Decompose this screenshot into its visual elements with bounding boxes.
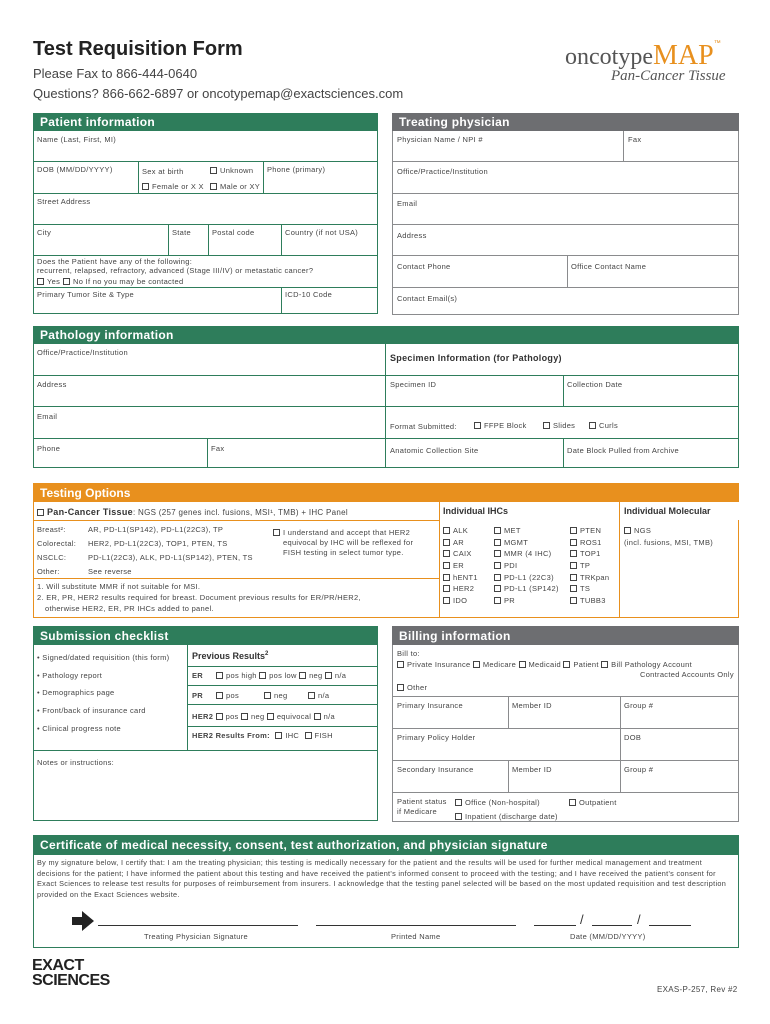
question-line-1: Does the Patient have any of the following: [37,257,193,266]
ihc-title: Individual IHCs [443,506,509,516]
arrow-icon [72,911,94,931]
checkbox-icon[interactable] [473,661,480,668]
checkbox-icon[interactable] [474,422,481,429]
ihc-option[interactable]: TOP1 [570,549,609,559]
ihc-option[interactable]: PR [494,596,559,606]
checkbox-icon[interactable] [570,597,577,604]
sex-unknown[interactable]: Unknown [210,166,253,176]
icd-field[interactable]: ICD-10 Code [285,290,333,299]
testing-header: Testing Options [40,486,131,500]
pathology-header: Pathology information [33,326,739,344]
physician-office-field[interactable]: Office/Practice/Institution [397,167,488,176]
checklist-item: • Clinical progress note [37,723,122,733]
checkbox-icon[interactable] [216,692,223,699]
ihc-column-3 [570,526,609,607]
sex-label: Sex at birth [142,167,184,176]
contact-email-field[interactable]: Contact Email(s) [397,294,458,303]
checkbox-icon[interactable] [267,713,274,720]
checkbox-icon[interactable] [443,539,450,546]
holder-dob-field[interactable]: DOB [624,733,642,742]
ihc-option[interactable]: TP [570,561,609,571]
patient-header: Patient information [33,113,378,131]
molecular-title: Individual Molecular [624,506,711,516]
question-no[interactable]: No If no you may be contacted [63,277,183,287]
specimen-title: Specimen Information (for Pathology) [390,353,562,363]
tumor-rows [37,525,267,578]
status-outpatient[interactable]: Outpatient [569,798,617,808]
ihc-option[interactable]: MMR (4 IHC) [494,549,559,559]
checkbox-icon[interactable] [275,732,282,739]
ngs-option[interactable]: NGS [624,526,651,536]
collection-date-field[interactable]: Collection Date [567,380,623,389]
ihc-option[interactable]: TUBB3 [570,596,609,606]
checkbox-icon[interactable] [443,585,450,592]
checkbox-icon[interactable] [259,672,266,679]
sex-female[interactable]: Female or X X [142,182,204,192]
path-office-field[interactable]: Office/Practice/Institution [37,348,128,357]
ihc-option[interactable]: MET [494,526,559,536]
country-field[interactable]: Country (if not USA) [285,228,359,237]
city-field[interactable]: City [37,228,52,237]
question-yes[interactable]: Yes [37,277,60,287]
checkbox-icon[interactable] [519,661,526,668]
member-id-field[interactable]: Member ID [512,701,552,710]
tumor-row: Colorectal: HER2, PD-L1(22C3), TOP1, PTEN, TS [37,539,228,549]
ihc-option[interactable]: AR [443,538,478,548]
her2-results: HER2 pos neg equivocal n/a [192,712,335,721]
status-inpatient[interactable]: Inpatient (discharge date) [455,812,558,822]
previous-results-title: Previous Results$^2$ [192,651,269,661]
checkbox-icon[interactable] [494,539,501,546]
group-field[interactable]: Group # [624,701,654,710]
pr-results: PR pos neg n/a [192,691,330,700]
date-slash-2: / [637,912,641,927]
date-line-mm[interactable] [534,925,576,926]
physician-fax-field[interactable]: Fax [628,135,642,144]
checkbox-icon[interactable] [443,550,450,557]
path-fax-field[interactable]: Fax [211,444,225,453]
anatomic-site-field[interactable]: Anatomic Collection Site [390,446,479,455]
checkbox-icon[interactable] [241,713,248,720]
format-label: Format Submitted: [390,422,457,431]
street-field[interactable]: Street Address [37,197,91,206]
question-line-2: recurrent, relapsed, refractory, advanced (Stage III/IV) or metastatic cancer? [37,266,314,275]
ihc-option[interactable]: HER2 [443,584,478,594]
ihc-option[interactable]: hENT1 [443,573,478,583]
fax-line: Please Fax to 866-444-0640 [33,66,198,81]
bill-option[interactable]: Medicare [473,660,516,669]
ihc-option[interactable]: TRKpan [570,573,609,583]
ihc-option[interactable]: PTEN [570,526,609,536]
bill-option[interactable]: Private Insurance [397,660,470,669]
bill-option[interactable]: Patient [563,660,598,669]
format-slides[interactable]: Slides [543,421,575,431]
signature-label: Treating Physician Signature [144,932,249,941]
sex-male[interactable]: Male or XY [210,182,260,192]
checkbox-icon[interactable] [216,713,223,720]
bill-other[interactable]: Other [397,683,427,693]
checkbox-icon[interactable] [570,574,577,581]
ihc-column-1 [443,526,478,607]
checkbox-icon[interactable] [543,422,550,429]
format-ffpe[interactable]: FFPE Block [474,421,527,431]
note-2: 2. ER, PR, HER2 results required for breast. Document previous results for ER/PR/HER2, [37,593,361,602]
checkbox-icon[interactable] [273,529,280,536]
path-address-field[interactable]: Address [37,380,67,389]
printed-name-line[interactable] [316,925,516,926]
ihc-option[interactable]: TS [570,584,609,594]
checkbox-icon[interactable] [494,562,501,569]
checkbox-icon[interactable] [397,661,404,668]
checkbox-icon[interactable] [570,562,577,569]
checklist-item: • Signed/dated requisition (this form) [37,653,170,662]
tumor-row: Other: See reverse [37,567,132,577]
dob-field[interactable]: DOB (MM/DD/YYYY) [37,165,113,174]
checkbox-icon[interactable] [570,539,577,546]
checklist-item: • Front/back of insurance card [37,705,146,715]
submission-header: Submission checklist [33,626,378,645]
path-email-field[interactable]: Email [37,412,58,421]
tumor-row: Breast²: AR, PD-L1(SP142), PD-L1(22C3), TP [37,525,224,534]
bill-option[interactable]: Bill Pathology Account [601,660,692,669]
patient-status-label: Patient status if Medicare [397,797,447,817]
checkbox-icon[interactable] [299,672,306,679]
contracted-note: Contracted Accounts Only [640,670,734,679]
checkbox-icon[interactable] [264,692,271,699]
note-3: otherwise HER2, ER, PR IHCs added to panel. [45,604,214,613]
certificate-text: By my signature below, I certify that: I am the treating physician; this testing is medically necessary for the patient and the results will be used for further medical management and treatment decisions for the patient; I have informed the patient about this testing and have received the patient's informed consent to proceed with the testing; and I have received the patient's consent for Exact Sciences to release test results for purposes of reimbursement from insurers. I acknowledge that the testing panel selected will be based on the most updated requisition and test description provided on the Exact Sciences website. [37,858,727,899]
er-results: ER pos high pos low neg n/a [192,671,347,680]
primary-insurance-field[interactable]: Primary Insurance [397,701,463,710]
checkbox-icon[interactable] [624,527,631,534]
checkbox-icon[interactable] [455,813,462,820]
bill-to-label: Bill to: [397,649,420,658]
postal-field[interactable]: Postal code [212,228,255,237]
phone-field[interactable]: Phone (primary) [267,165,326,174]
checkbox-icon[interactable] [314,713,321,720]
date-line-dd[interactable] [592,925,632,926]
checklist-item: • Pathology report [37,670,103,680]
checklist [37,653,187,741]
checkbox-icon[interactable] [210,183,217,190]
patient-name-field[interactable]: Name (Last, First, MI) [37,135,117,144]
ihc-option[interactable]: PD-L1 (22C3) [494,573,559,583]
date-line-yyyy[interactable] [649,925,691,926]
certificate-header: Certificate of medical necessity, consent, test authorization, and physician signature [33,835,739,855]
pan-cancer-option[interactable]: Pan-Cancer Tissue: NGS (257 genes incl. fusions, MSI¹, TMB) + IHC Panel [37,506,348,519]
checkbox-icon[interactable] [443,527,450,534]
ihc-option[interactable]: PD-L1 (SP142) [494,584,559,594]
checkbox-icon[interactable] [216,672,223,679]
ihc-option[interactable]: IDO [443,596,478,606]
checkbox-icon[interactable] [397,684,404,691]
notes-field[interactable]: Notes or instructions: [37,758,115,767]
checkbox-icon[interactable] [142,183,149,190]
checkbox-icon[interactable] [494,597,501,604]
printed-name-label: Printed Name [391,932,441,941]
secondary-insurance-field[interactable]: Secondary Insurance [397,765,474,774]
checkbox-icon[interactable] [601,661,608,668]
group-2-field[interactable]: Group # [624,765,654,774]
checkbox-icon[interactable] [570,527,577,534]
tumor-row: NSCLC: PD-L1(22C3), ALK, PD-L1(SP142), PTEN, TS [37,553,253,563]
billing-header: Billing information [392,626,739,645]
checkbox-icon[interactable] [494,550,501,557]
form-title: Test Requisition Form [33,38,243,60]
status-office[interactable]: Office (Non-hospital) [455,798,540,808]
ihc-option[interactable]: PDI [494,561,559,571]
ihc-option[interactable]: CAIX [443,549,478,559]
form-code: EXAS-P-257, Rev #2 [657,985,738,994]
date-slash-1: / [580,912,584,927]
checklist-item: • Demographics page [37,688,115,698]
checkbox-icon[interactable] [325,672,332,679]
checkbox-icon[interactable] [455,799,462,806]
oncotype-logo: oncotypeMAP™ Pan-Cancer Tissue [565,40,726,84]
physician-email-field[interactable]: Email [397,199,418,208]
checkbox-icon[interactable] [570,585,577,592]
checkbox-icon[interactable] [308,692,315,699]
specimen-id-field[interactable]: Specimen ID [390,380,437,389]
ihc-option[interactable]: MGMT [494,538,559,548]
checkbox-icon[interactable] [305,732,312,739]
checkbox-icon[interactable] [37,278,44,285]
date-label: Date (MM/DD/YYYY) [570,932,646,941]
office-contact-field[interactable]: Office Contact Name [571,262,647,271]
path-phone-field[interactable]: Phone [37,444,61,453]
date-pulled-field[interactable]: Date Block Pulled from Archive [567,446,679,455]
checkbox-icon[interactable] [494,574,501,581]
checkbox-icon[interactable] [570,550,577,557]
checkbox-icon[interactable] [494,585,501,592]
state-field[interactable]: State [172,228,192,237]
policy-holder-field[interactable]: Primary Policy Holder [397,733,476,742]
her2-reflex-consent[interactable]: I understand and accept that HER2 equivocal by IHC will be reflexed for FISH testing in select tumor type. [273,528,413,558]
checkbox-icon[interactable] [589,422,596,429]
checkbox-icon[interactable] [563,661,570,668]
note-1: 1. Will substitute MMR if not suitable for MSI. [37,582,201,591]
bill-option[interactable]: Medicaid [519,660,561,669]
checkbox-icon[interactable] [443,562,450,569]
bill-to-options [397,660,692,670]
ihc-option[interactable]: ER [443,561,478,571]
checkbox-icon[interactable] [569,799,576,806]
checkbox-icon[interactable] [210,167,217,174]
physician-address-field[interactable]: Address [397,231,427,240]
format-curls[interactable]: Curls [589,421,618,431]
checkbox-icon[interactable] [494,527,501,534]
contact-phone-field[interactable]: Contact Phone [397,262,451,271]
signature-line[interactable] [98,925,298,926]
checkbox-icon[interactable] [443,574,450,581]
exact-sciences-logo: EXACT SCIENCES [32,957,110,990]
checkbox-icon[interactable] [37,509,44,516]
ihc-column-2 [494,526,559,607]
physician-name-field[interactable]: Physician Name / NPI # [397,135,483,144]
ihc-option[interactable]: ALK [443,526,478,536]
questions-line: Questions? 866-662-6897 or oncotypemap@exactsciences.com [33,86,404,101]
ngs-sub: (incl. fusions, MSI, TMB) [624,538,714,547]
her2-from: HER2 Results From: IHC FISH [192,731,333,740]
physician-header: Treating physician [392,113,739,131]
primary-tumor-field[interactable]: Primary Tumor Site & Type [37,290,134,299]
member-id-2-field[interactable]: Member ID [512,765,552,774]
checkbox-icon[interactable] [63,278,70,285]
checkbox-icon[interactable] [443,597,450,604]
testing-header-bar [33,483,739,502]
ihc-option[interactable]: ROS1 [570,538,609,548]
